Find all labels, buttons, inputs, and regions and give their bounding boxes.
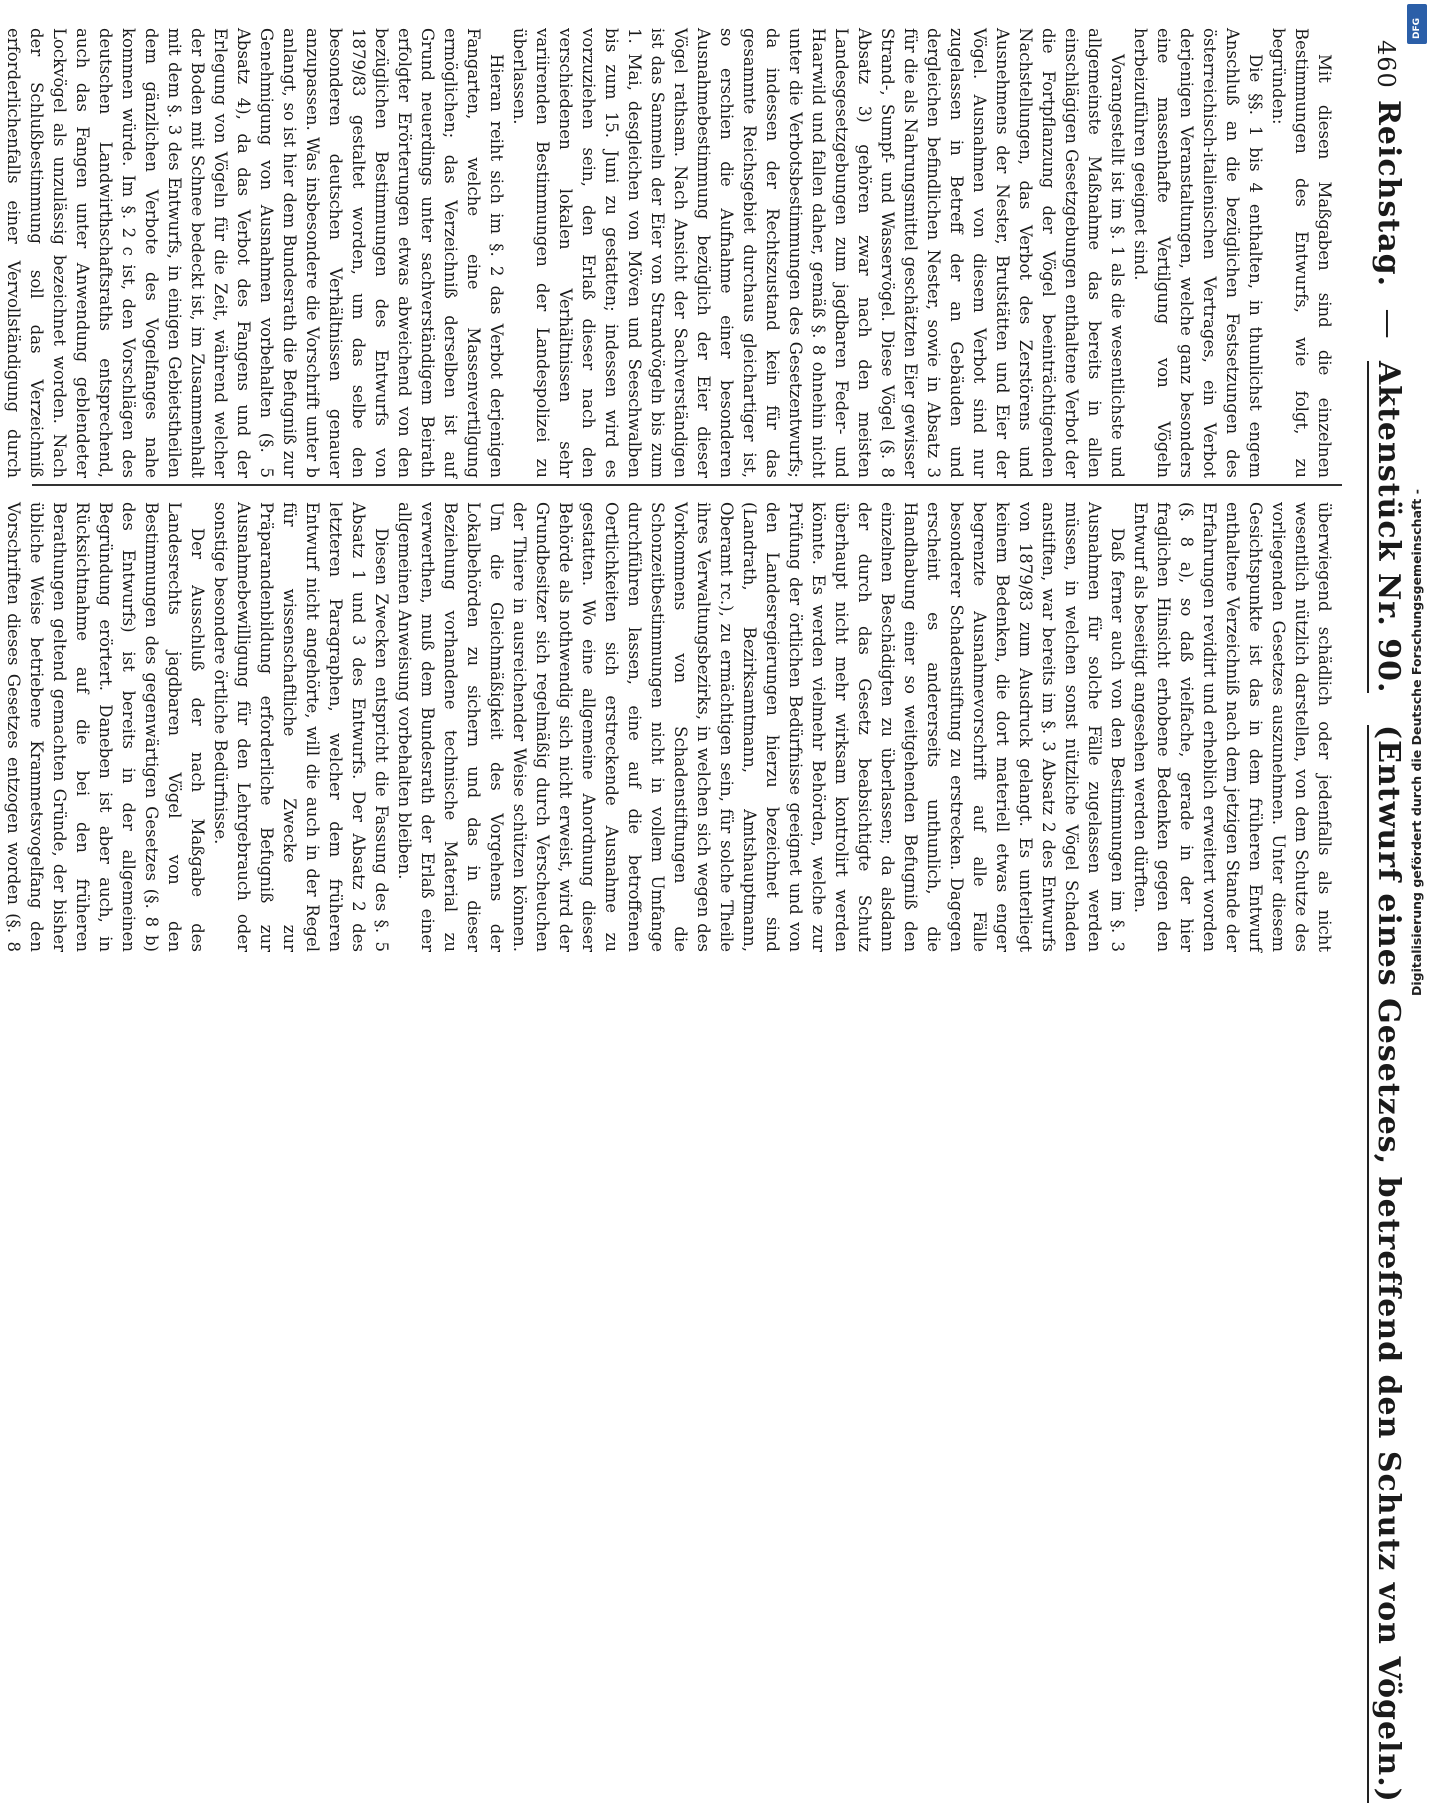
digitization-stamp <box>1406 4 1428 996</box>
right-paragraph-4: Der Ausschluß der nach Maßgabe des Landesrechts jagdbaren Vögel von den Bestimmungen des gegenwärtigen Gesetzes (§. 8 b) des Entwurfs) ist bereits in der allgemeinen Begründung erörtert. Daneben ist aber auch, in Rücksichtnahme auf die bei den früheren Berathungen geltend gemachten Gründe, der bisher übliche Weise betriebene Krammetsvogelfang den Vorschriften dieses Gesetzes entzogen worden (§. 8 <box>4 502 207 952</box>
left-paragraph-3: Vorangestellt ist im §. 1 als die wesentlichste und allgemeinste Maßnahme das bereits in allen einschlägigen Gesetzgebungen enthaltene Verbot der die Fortpflanzung der Vögel beeinträchtigenden Nachstellungen, das Verbot des Zerstörens und Ausnehmens der Nester, Brutstätten und Eier der Vögel. Ausnahmen von diesem Verbot sind nur zugelassen in Betreff der an Gebäuden und dergleichen befindlichen Nester, sowie in Absatz 3 für die als Nahrungsmittel geschätzten Eier gewisser Strand-, Sumpf- und Wasservögel. Diese Vögel (§. 8 Absatz 3) gehören zwar nach den meisten Landesgesetzgebungen zum jagdbaren Feder- und Haarwild und fallen daher, gemäß §. 8 ohnehin nicht unter die Verbotsbestimmungen des Gesetzentwurfs; da indessen der Rechtszustand kein für das gesammte Reichsgebiet durchaus gleichartiger ist, so erschien die Aufnahme einer besonderen Ausnahmebestimmung bezüglich der Eier dieser Vögel rathsam. Nach Ansicht der Sachverständigen ist das Sammeln der Eier von Strandvögeln bis zum 1. Mai, desgleichen von Möven und Seeschwalben bis zum 15. Juni zu gestatten; indessen wird es vorzuziehen sein, den Erlaß dieser nach den verschiedenen lokalen Verhältnissen sehr variirenden Bestimmungen der Landespolizei zu überlassen. <box>510 28 1127 478</box>
running-head-aktenstueck: Aktenstück Nr. 90. <box>1367 361 1406 693</box>
column-divider <box>32 484 1342 486</box>
left-paragraph-2: Die §§. 1 bis 4 enthalten, in thunlichst engem Anschluß an die bezüglichen Festsetzungen des österreichisch-italienischen Vertrages, ein Verbot derjenigen Veranstaltungen, welche ganz besonders eine massenhafte Vertilgung von Vögeln herbeizuführen geeignet sind. <box>1131 28 1265 478</box>
right-paragraph-3: Diesen Zwecken entspricht die Fassung des §. 5 Absatz 1 und 3 des Entwurfs. Der Absatz 2 des letzteren Paragraphen, welcher dem früheren Entwurf nicht angehörte, will die auch in der Regel für wissenschaftliche Zwecke zur Präparandenbildung erforderliche Befugniß zur Ausnahmebewilligung für den Lehrgebrauch oder sonstige besondere örtliche Bedürfnisse. <box>211 502 391 952</box>
left-column <box>4 28 1336 478</box>
left-paragraph-1: Mit diesen Maßgaben sind die einzelnen Bestimmungen des Entwurfs, wie folgt, zu begründen: <box>1269 28 1334 478</box>
right-paragraph-2: Daß ferner auch von den Bestimmungen im §. 3 Ausnahmen für solche Fälle zugelassen werden müssen, in welchen sonst nützliche Vögel Schaden anstiften, war bereits im §. 3 Absatz 2 des Entwurfs von 1879/83 zum Ausdruck gelangt. Es unterliegt keinem Bedenken, die dort materiell etwas enger begrenzte Ausnahmevorschrift auf alle Fälle besonderer Schadenstiftung zu erstrecken. Dagegen erscheint es andererseits unthunlich, die Handhabung einer so weitgehenden Befugniß den einzelnen Beschädigten zu überlassen; da alsdann der durch das Gesetz beabsichtigte Schutz überhaupt nicht mehr wirksam kontrolirt werden könnte. Es werden vielmehr Behörden, welche zur Prüfung der örtlichen Bedürfnisse geeignet und von den Landesregierungen hierzu bezeichnet sind (Landrath, Bezirksamtmann, Amtshauptmann, Oberamt rc.), zu ermächtigen sein, für solche Theile ihres Verwaltungsbezirks, in welchen sich wegen des Vorkommens von Schadenstiftungen die Schonzeitbestimmungen nicht in vollem Umfange durchführen lassen, eine auf die betroffenen Oertlichkeiten sich erstreckende Ausnahme zu gestatten. Wo eine allgemeine Anordnung dieser Behörde als nothwendig sich nicht erweist, wird der Grundbesitzer sich regelmäßig durch Verscheuchen der Thiere in ausreichender Weise schützen können. Um die Gleichmäßigkeit des Vorgehens der Lokalbehörden zu sichern und das in dieser Beziehung vorhandene technische Material zu verwerthen, muß dem Bundesrath der Erlaß einer allgemeinen Anweisung vorbehalten bleiben. <box>395 502 1127 952</box>
running-head-reichstag: Reichstag. <box>1371 100 1406 288</box>
running-head-subject: (Entwurf eines Gesetzes, betreffend den Schutz von Vögeln.) <box>1367 725 1406 1803</box>
right-paragraph-1: überwiegend schädlich oder jedenfalls als nicht wesentlich nützlich darstellen, von dem Schutze des vorliegenden Gesetzes auszunehmen. Unter diesem Gesichtspunkte ist das in dem früheren Entwurf enthaltene Verzeichniß nach dem jetzigen Stande der Erfahrungen revidirt und erheblich erweitert worden (§. 8 a), so daß vielfache, gerade in der hier fraglichen Hinsicht erhobene Bedenken gegen den Entwurf als beseitigt angesehen werden dürften. <box>1131 502 1334 952</box>
left-paragraph-4: Hieran reiht sich im §. 2 das Verbot derjenigen Fangarten, welche eine Massenvertilgung ermöglichen; das Verzeichniß derselben ist auf Grund neuerdings unter sachverständigem Beirath erfolgter Erörterungen etwas abweichend von den bezüglichen Bestimmungen des Entwurfs von 1879/83 gestaltet worden, um das selbe den besonderen deutschen Verhältnissen genauer anzupassen. Was insbesondere die Vorschrift unter b anlangt, so ist hier dem Bundesrath die Befugniß zur Genehmigung von Ausnahmen vorbehalten (§. 5 Absatz 4), da das Verbot des Fangens und der Erlegung von Vögeln für die Zeit, während welcher der Boden mit Schnee bedeckt ist, im Zusammenhalt mit dem §. 3 des Entwurfs, in einigen Gebietstheilen dem gänzlichen Verbote des Vogelfanges nahe kommen würde. Im §. 2 c ist, den Vorschlägen des deutschen Landwirthschaftsraths entsprechend, auch das Fangen unter Anwendung geblendeter Lockvögel als unzulässig bezeichnet worden. Nach der Schlußbestimmung soll das Verzeichniß erforderlichenfalls einer Vervollständigung durch <box>4 28 506 478</box>
page-number: 460 <box>1372 40 1400 89</box>
running-head <box>1371 100 1406 1803</box>
right-column <box>4 502 1336 952</box>
running-head-separator: — <box>1371 308 1406 340</box>
digitization-notice: Digitalisierung gefördert durch die Deutsche Forschungsgemeinschaft - <box>1409 489 1424 996</box>
dfg-logo-text: DFG <box>1412 17 1422 39</box>
